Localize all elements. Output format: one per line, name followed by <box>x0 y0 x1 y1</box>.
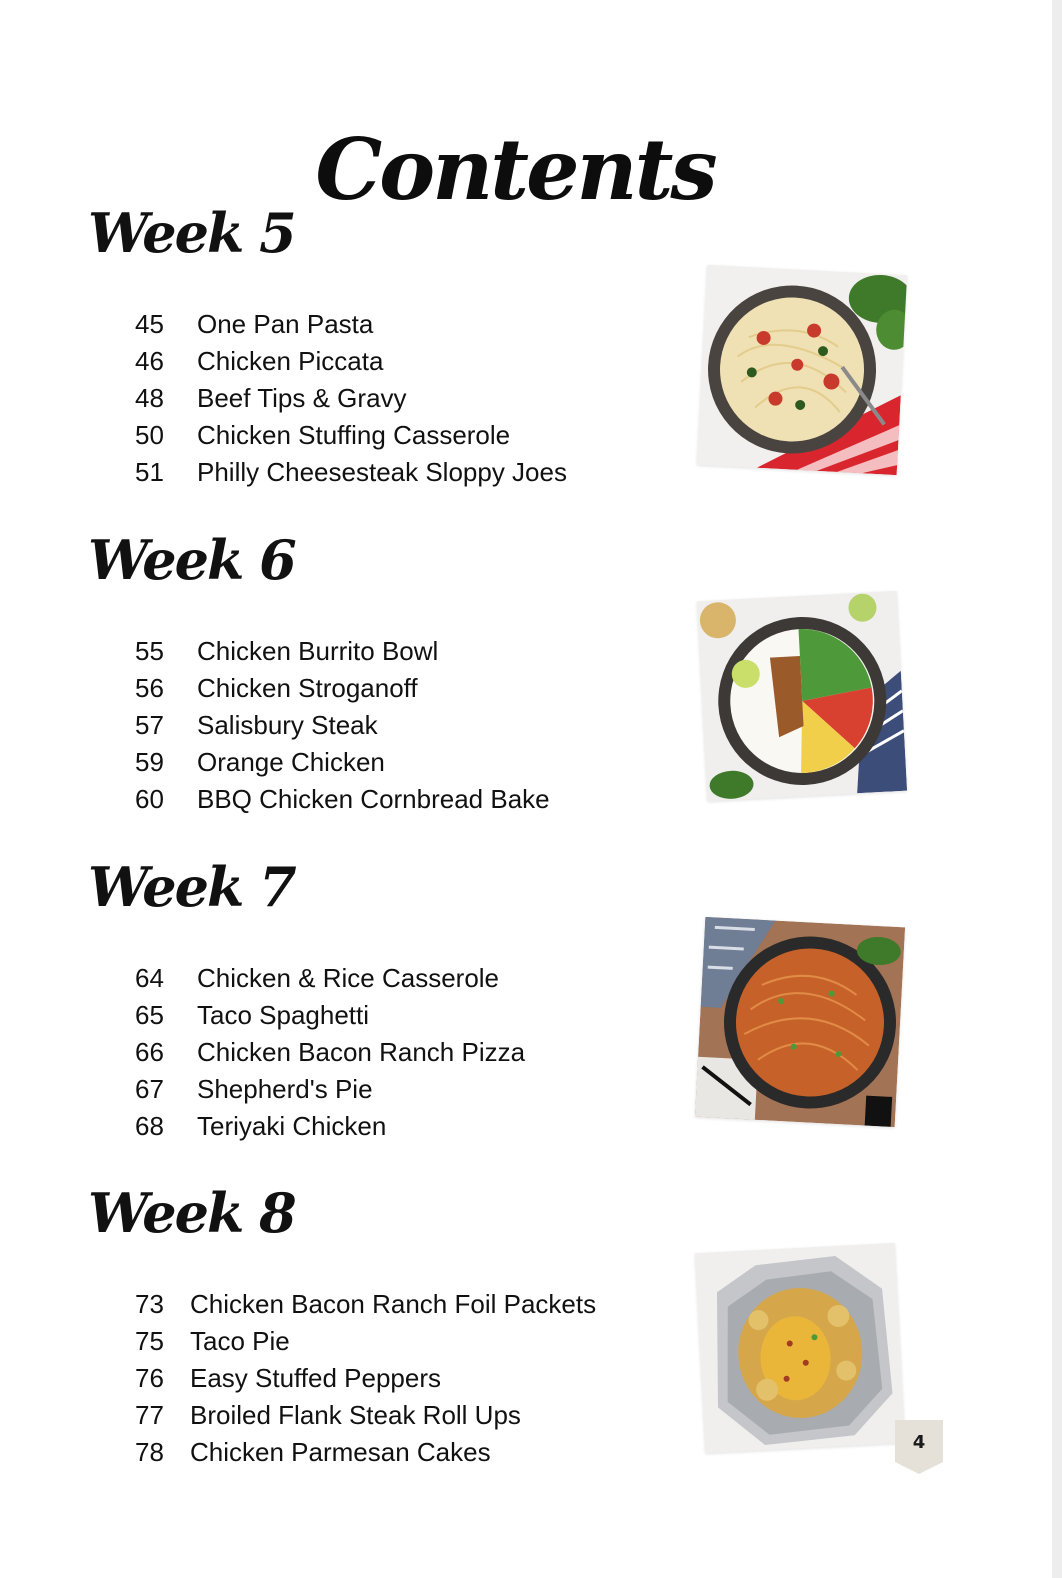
recipe-page-number: 45 <box>135 309 164 339</box>
recipe-row[interactable] <box>135 633 550 670</box>
page-number-badge <box>895 1420 943 1474</box>
recipe-page-number: 46 <box>135 346 164 376</box>
recipe-page-number: 76 <box>135 1363 164 1393</box>
recipe-page-number: 57 <box>135 710 164 740</box>
recipe-page-number: 48 <box>135 383 164 413</box>
recipe-name: Broiled Flank Steak Roll Ups <box>190 1400 521 1430</box>
foil-packet-image <box>695 1243 905 1453</box>
recipe-page-number: 51 <box>135 457 164 487</box>
recipe-page-number: 67 <box>135 1074 164 1104</box>
recipe-row[interactable] <box>135 380 567 417</box>
pasta-bowl-image <box>697 265 907 475</box>
recipe-name: Taco Pie <box>190 1326 290 1356</box>
recipe-name: Beef Tips & Gravy <box>197 383 407 413</box>
recipe-page-number: 60 <box>135 784 164 814</box>
week-7-heading: Week 7 <box>88 855 295 919</box>
week-5-heading: Week 5 <box>88 201 295 265</box>
recipe-name: Easy Stuffed Peppers <box>190 1363 442 1393</box>
recipe-row[interactable] <box>135 454 567 491</box>
recipe-page-number: 59 <box>135 747 164 777</box>
recipe-row[interactable] <box>135 1434 596 1471</box>
recipe-row[interactable] <box>135 1034 525 1071</box>
recipe-page-number: 64 <box>135 963 164 993</box>
recipe-row[interactable] <box>135 1071 525 1108</box>
recipe-name: Chicken Stroganoff <box>197 673 418 703</box>
recipe-name: Teriyaki Chicken <box>197 1111 387 1141</box>
recipe-page-number: 65 <box>135 1000 164 1030</box>
recipe-row[interactable] <box>135 997 525 1034</box>
recipe-page-number: 50 <box>135 420 164 450</box>
recipe-name: Chicken Parmesan Cakes <box>190 1437 491 1467</box>
recipe-row[interactable] <box>135 1397 596 1434</box>
taco-spaghetti-image <box>695 917 905 1127</box>
recipe-name: Chicken Stuffing Casserole <box>197 420 511 450</box>
recipe-name: Philly Cheesesteak Sloppy Joes <box>197 457 567 487</box>
week-8-heading: Week 8 <box>88 1181 295 1245</box>
recipe-page-number: 73 <box>135 1289 164 1319</box>
recipe-row[interactable] <box>135 343 567 380</box>
recipe-name: Taco Spaghetti <box>197 1000 370 1030</box>
recipe-row[interactable] <box>135 1108 525 1145</box>
recipe-page-number: 68 <box>135 1111 164 1141</box>
recipe-page-number: 75 <box>135 1326 164 1356</box>
burrito-bowl-image <box>697 591 907 801</box>
week-6-photo <box>697 591 907 801</box>
recipe-page-number: 78 <box>135 1437 164 1467</box>
week-7-photo <box>695 917 905 1127</box>
recipe-row[interactable] <box>135 707 550 744</box>
recipe-page-number: 77 <box>135 1400 164 1430</box>
page-title: Contents <box>315 120 715 220</box>
page-edge <box>1052 0 1062 1578</box>
week-8-recipe-list <box>135 1286 596 1471</box>
recipe-name: BBQ Chicken Cornbread Bake <box>197 784 550 814</box>
recipe-page-number: 66 <box>135 1037 164 1067</box>
recipe-name: One Pan Pasta <box>197 309 374 339</box>
page-number: 4 <box>912 1432 926 1453</box>
recipe-row[interactable] <box>135 1360 596 1397</box>
recipe-row[interactable] <box>135 744 550 781</box>
recipe-name: Chicken & Rice Casserole <box>197 963 500 993</box>
recipe-row[interactable] <box>135 781 550 818</box>
recipe-name: Chicken Burrito Bowl <box>197 636 439 666</box>
recipe-name: Shepherd's Pie <box>197 1074 373 1104</box>
recipe-row[interactable] <box>135 306 567 343</box>
recipe-row[interactable] <box>135 670 550 707</box>
week-5-photo <box>697 265 907 475</box>
recipe-row[interactable] <box>135 960 525 997</box>
week-7-recipe-list <box>135 960 525 1145</box>
recipe-page-number: 55 <box>135 636 164 666</box>
recipe-name: Chicken Piccata <box>197 346 384 376</box>
recipe-row[interactable] <box>135 1323 596 1360</box>
week-5-recipe-list <box>135 306 567 491</box>
recipe-name: Salisbury Steak <box>197 710 378 740</box>
recipe-name: Chicken Bacon Ranch Foil Packets <box>190 1289 597 1319</box>
week-8-photo <box>695 1243 905 1453</box>
recipe-name: Chicken Bacon Ranch Pizza <box>197 1037 526 1067</box>
week-6-recipe-list <box>135 633 550 818</box>
week-6-heading: Week 6 <box>88 528 295 592</box>
recipe-row[interactable] <box>135 417 567 454</box>
recipe-page-number: 56 <box>135 673 164 703</box>
recipe-row[interactable] <box>135 1286 596 1323</box>
recipe-name: Orange Chicken <box>197 747 385 777</box>
